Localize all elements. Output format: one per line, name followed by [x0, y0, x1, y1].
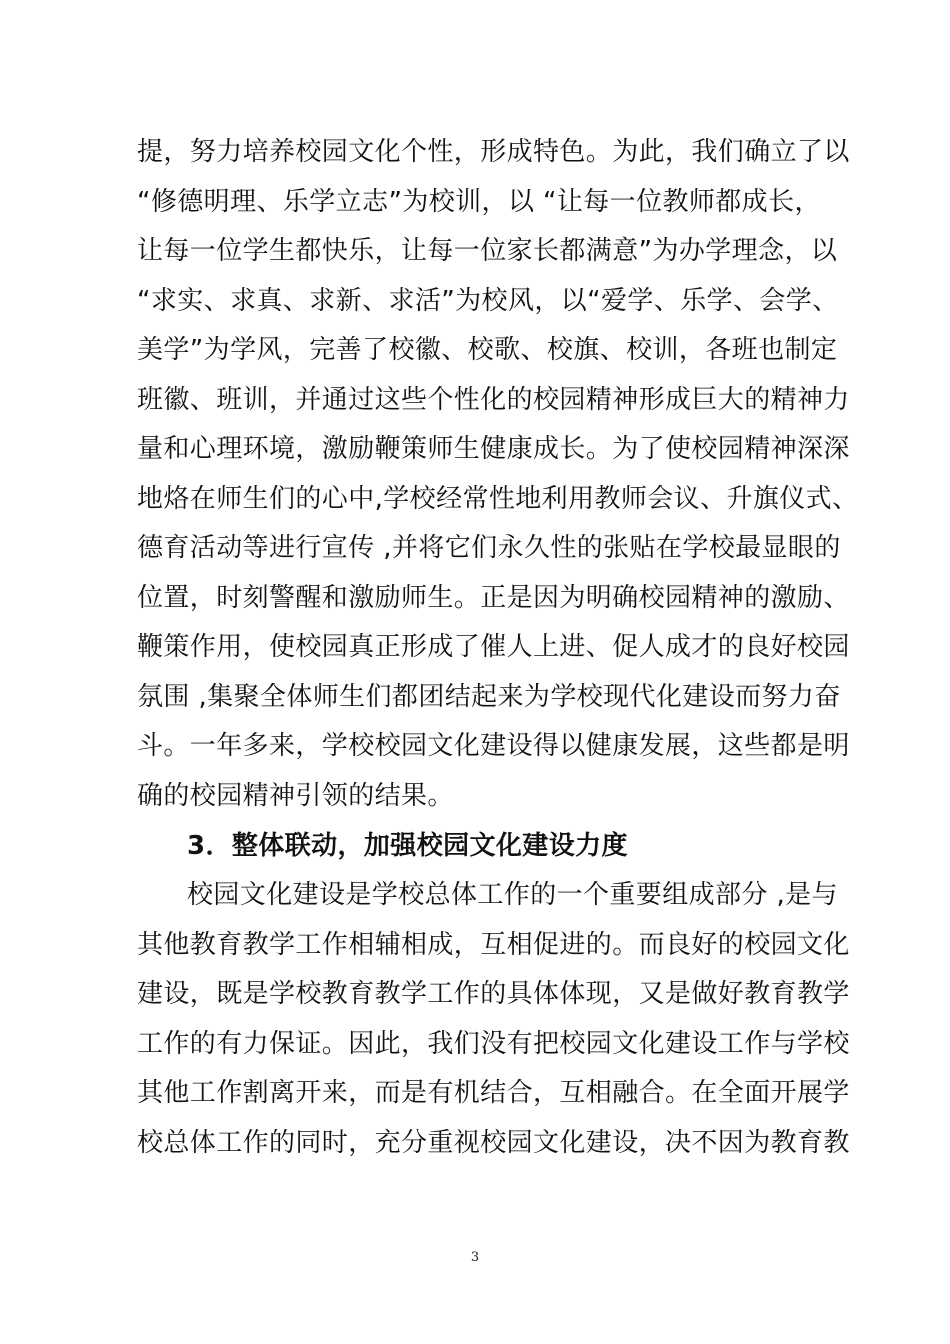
paragraph-1-line-4: “求实、求真、求新、求活”为校风，以“爱学、乐学、会学、 [137, 286, 839, 316]
paragraph-2-line-1: 校园文化建设是学校总体工作的一个重要组成部分 ,是与 [187, 880, 838, 910]
paragraph-1-line-13: 斗。一年多来，学校校园文化建设得以健康发展，这些都是明 [137, 731, 850, 761]
paragraph-2-line-6: 校总体工作的同时，充分重视校园文化建设，决不因为教育教 [137, 1128, 850, 1158]
paragraph-2-line-5: 其他工作割离开来，而是有机结合，互相融合。在全面开展学 [137, 1078, 850, 1108]
page-number: 3 [470, 1250, 480, 1265]
paragraph-1-line-1: 提，努力培养校园文化个性，形成特色。为此，我们确立了以 [137, 137, 850, 167]
paragraph-1-line-2: “修德明理、乐学立志”为校训，以 “让每一位教师都成长， [137, 187, 821, 217]
paragraph-1-line-5: 美学”为学风，完善了校徽、校歌、校旗、校训，各班也制定 [137, 335, 838, 365]
paragraph-1-line-11: 鞭策作用，使校园真正形成了催人上进、促人成才的良好校园 [137, 632, 850, 662]
paragraph-1-line-10: 位置，时刻警醒和激励师生。正是因为明确校园精神的激励、 [137, 583, 850, 613]
paragraph-1-line-7: 量和心理环境，激励鞭策师生健康成长。为了使校园精神深深 [137, 434, 850, 464]
paragraph-1-line-12: 氛围 ,集聚全体师生们都团结起来为学校现代化建设而努力奋 [137, 682, 841, 712]
paragraph-1-line-3: 让每一位学生都快乐，让每一位家长都满意”为办学理念，以 [137, 236, 838, 266]
paragraph-1-line-6: 班徽、班训，并通过这些个性化的校园精神形成巨大的精神力 [137, 385, 850, 415]
paragraph-2-line-3: 建设，既是学校教育教学工作的具体体现，又是做好教育教学 [137, 979, 850, 1009]
paragraph-2-line-4: 工作的有力保证。因此，我们没有把校园文化建设工作与学校 [137, 1029, 850, 1059]
paragraph-1-line-14: 确的校园精神引领的结果。 [137, 781, 454, 811]
paragraph-1-line-9: 德育活动等进行宣传 ,并将它们永久性的张贴在学校最显眼的 [137, 533, 841, 563]
section-heading: 3．整体联动，加强校园文化建设力度 [187, 831, 628, 861]
paragraph-2-line-2: 其他教育教学工作相辅相成，互相促进的。而良好的校园文化 [137, 930, 850, 960]
paragraph-1-line-8: 地烙在师生们的心中,学校经常性地利用教师会议、升旗仪式、 [137, 484, 859, 514]
